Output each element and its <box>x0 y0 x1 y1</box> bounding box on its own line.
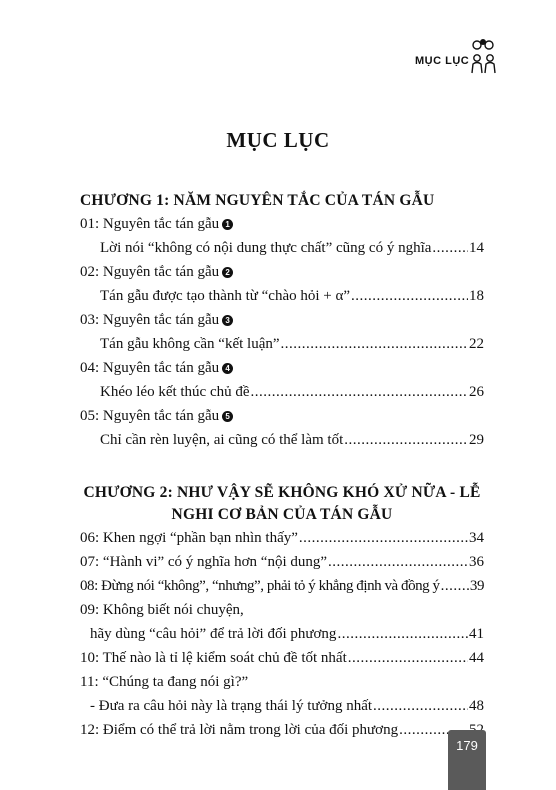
toc-heading-01: 01: Nguyên tắc tán gẫu 1 <box>80 212 484 236</box>
toc-heading-11: 11: “Chúng ta đang nói gì?” <box>80 674 249 690</box>
toc-heading-05: 05: Nguyên tắc tán gẫu 5 <box>80 404 484 428</box>
page-ref: 14 <box>469 240 484 256</box>
page-number: 179 <box>456 738 478 753</box>
toc-entry-12[interactable]: 12: Điểm có thể trả lời nằm trong lời của đối phương ..... <box>80 718 484 742</box>
toc-heading-09: 09: Không biết nói chuyện, <box>80 602 244 618</box>
chapter-1-title: CHƯƠNG 1: NĂM NGUYÊN TẮC CỦA TÁN GẪU <box>80 192 435 209</box>
toc-entry-03[interactable]: Tán gẫu không cần “kết luận” ..... 22 <box>80 332 484 356</box>
number-badge-icon: 2 <box>222 267 233 278</box>
page-ref: 29 <box>469 432 484 448</box>
page-ref: 22 <box>469 336 484 352</box>
page-ref: 44 <box>469 650 484 666</box>
number-badge-icon: 4 <box>222 363 233 374</box>
toc-entry-04[interactable]: Khéo léo kết thúc chủ đề ..... 26 <box>80 380 484 404</box>
page-title: MỤC LỤC <box>226 128 330 152</box>
page-ref: 39 <box>469 578 484 594</box>
page-ref: 36 <box>469 554 484 570</box>
toc-entry-02[interactable]: Tán gẫu được tạo thành từ “chào hỏi + α” ..... 18 <box>80 284 484 308</box>
toc-heading-03: 03: Nguyên tắc tán gẫu 3 <box>80 308 484 332</box>
toc-entry-09[interactable]: hãy dùng “câu hỏi” để trả lời đối phương ..... 41 <box>80 622 484 646</box>
toc-entry-06[interactable]: 06: Khen ngợi “phần bạn nhìn thấy” ..... 34 <box>80 526 484 550</box>
toc-heading-04: 04: Nguyên tắc tán gẫu 4 <box>80 356 484 380</box>
page-ref: 18 <box>469 288 484 304</box>
page-ref: 26 <box>469 384 484 400</box>
toc-entry-08[interactable]: 08: Đừng nói “không”, “nhưng”, phải tỏ ý khẳng định và đồng ý ..... 39 <box>80 574 484 598</box>
chapter-2-title: CHƯƠNG 2: NHƯ VẬY SẼ KHÔNG KHÓ XỬ NỮA - LỄ NGHI CƠ BẢN CỦA TÁN GẪU <box>83 484 481 523</box>
running-header: MỤC LỤC <box>415 55 470 67</box>
people-chat-icon <box>468 38 498 74</box>
toc-entry-11[interactable]: - Đưa ra câu hỏi này là trạng thái lý tưởng nhất ..... 48 <box>80 694 484 718</box>
page-ref: 34 <box>469 530 484 546</box>
toc-entry-01[interactable]: Lời nói “không có nội dung thực chất” cũng có ý nghĩa ..... 14 <box>80 236 484 260</box>
toc-entry-10[interactable]: 10: Thế nào là tỉ lệ kiểm soát chủ đề tốt nhất ..... 44 <box>80 646 484 670</box>
toc-entry-05[interactable]: Chỉ cần rèn luyện, ai cũng có thể làm tốt ..... 29 <box>80 428 484 452</box>
number-badge-icon: 5 <box>222 411 233 422</box>
number-badge-icon: 1 <box>222 219 233 230</box>
toc-entry-07[interactable]: 07: “Hành vi” có ý nghĩa hơn “nội dung” ..... 36 <box>80 550 484 574</box>
page-ref: 41 <box>469 626 484 642</box>
number-badge-icon: 3 <box>222 315 233 326</box>
toc <box>80 190 484 742</box>
page-ref: 48 <box>469 698 484 714</box>
toc-heading-02: 02: Nguyên tắc tán gẫu 2 <box>80 260 484 284</box>
